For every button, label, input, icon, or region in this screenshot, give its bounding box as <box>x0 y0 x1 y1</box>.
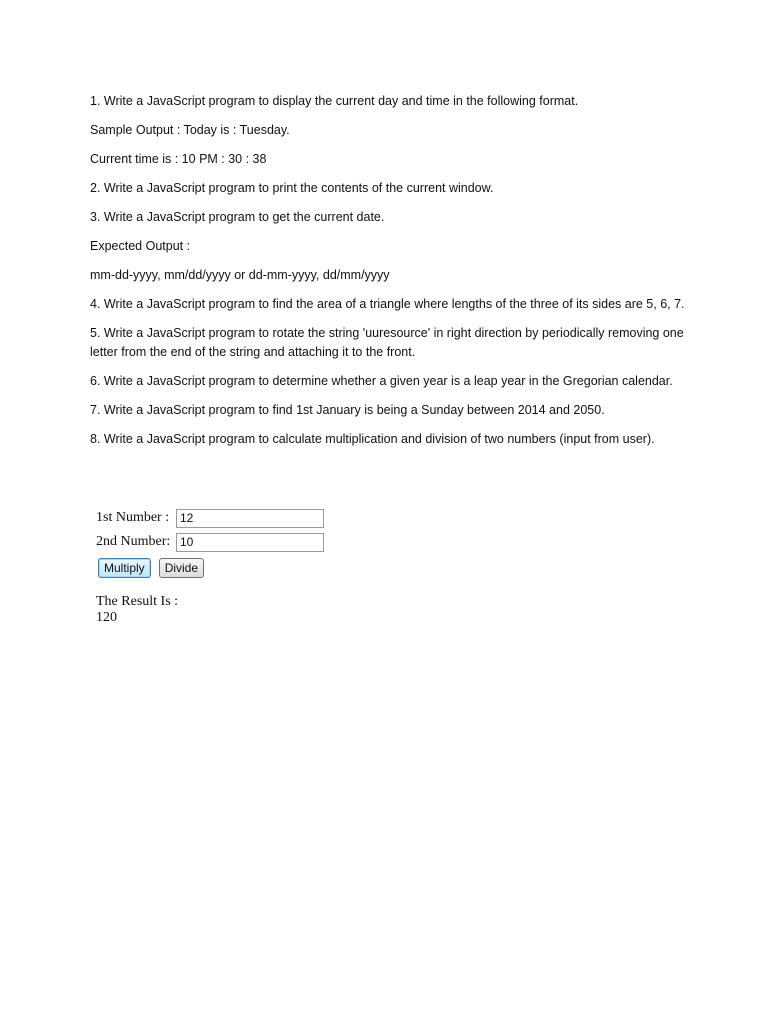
result-value: 120 <box>96 610 117 625</box>
document-text <box>90 92 690 459</box>
paragraph-date-formats: mm-dd-yyyy, mm/dd/yyyy or dd-mm-yyyy, dd/mm/yyyy <box>90 268 390 282</box>
paragraph-5: 5. Write a JavaScript program to rotate the string 'uuresource' in right direction by periodically removing one letter from the end of the string and attaching it to the front. <box>90 326 684 359</box>
paragraph-sample-output: Sample Output : Today is : Tuesday. <box>90 123 290 137</box>
first-number-input[interactable] <box>176 509 324 528</box>
paragraph-2: 2. Write a JavaScript program to print the contents of the current window. <box>90 181 494 195</box>
divide-button[interactable]: Divide <box>159 558 204 578</box>
first-number-row <box>96 506 356 530</box>
paragraph-4: 4. Write a JavaScript program to find the area of a triangle where lengths of the three of its sides are 5, 6, 7. <box>90 297 685 311</box>
paragraph-1: 1. Write a JavaScript program to display the current day and time in the following format. <box>90 94 579 108</box>
paragraph-7: 7. Write a JavaScript program to find 1st January is being a Sunday between 2014 and 2050. <box>90 403 605 417</box>
calculator-demo <box>96 506 356 626</box>
result-title: The Result Is : <box>96 594 179 609</box>
multiply-button[interactable]: Multiply <box>98 558 151 578</box>
second-number-label: 2nd Number: <box>96 534 171 549</box>
paragraph-6: 6. Write a JavaScript program to determine whether a given year is a leap year in the Gregorian calendar. <box>90 374 673 388</box>
button-group <box>98 558 356 578</box>
second-number-row <box>96 530 356 554</box>
second-number-input[interactable] <box>176 533 324 552</box>
paragraph-current-time: Current time is : 10 PM : 30 : 38 <box>90 152 267 166</box>
paragraph-3: 3. Write a JavaScript program to get the current date. <box>90 210 385 224</box>
paragraph-8: 8. Write a JavaScript program to calculate multiplication and division of two numbers (input from user). <box>90 432 655 446</box>
first-number-label: 1st Number : <box>96 510 170 525</box>
paragraph-expected-output: Expected Output : <box>90 239 191 253</box>
